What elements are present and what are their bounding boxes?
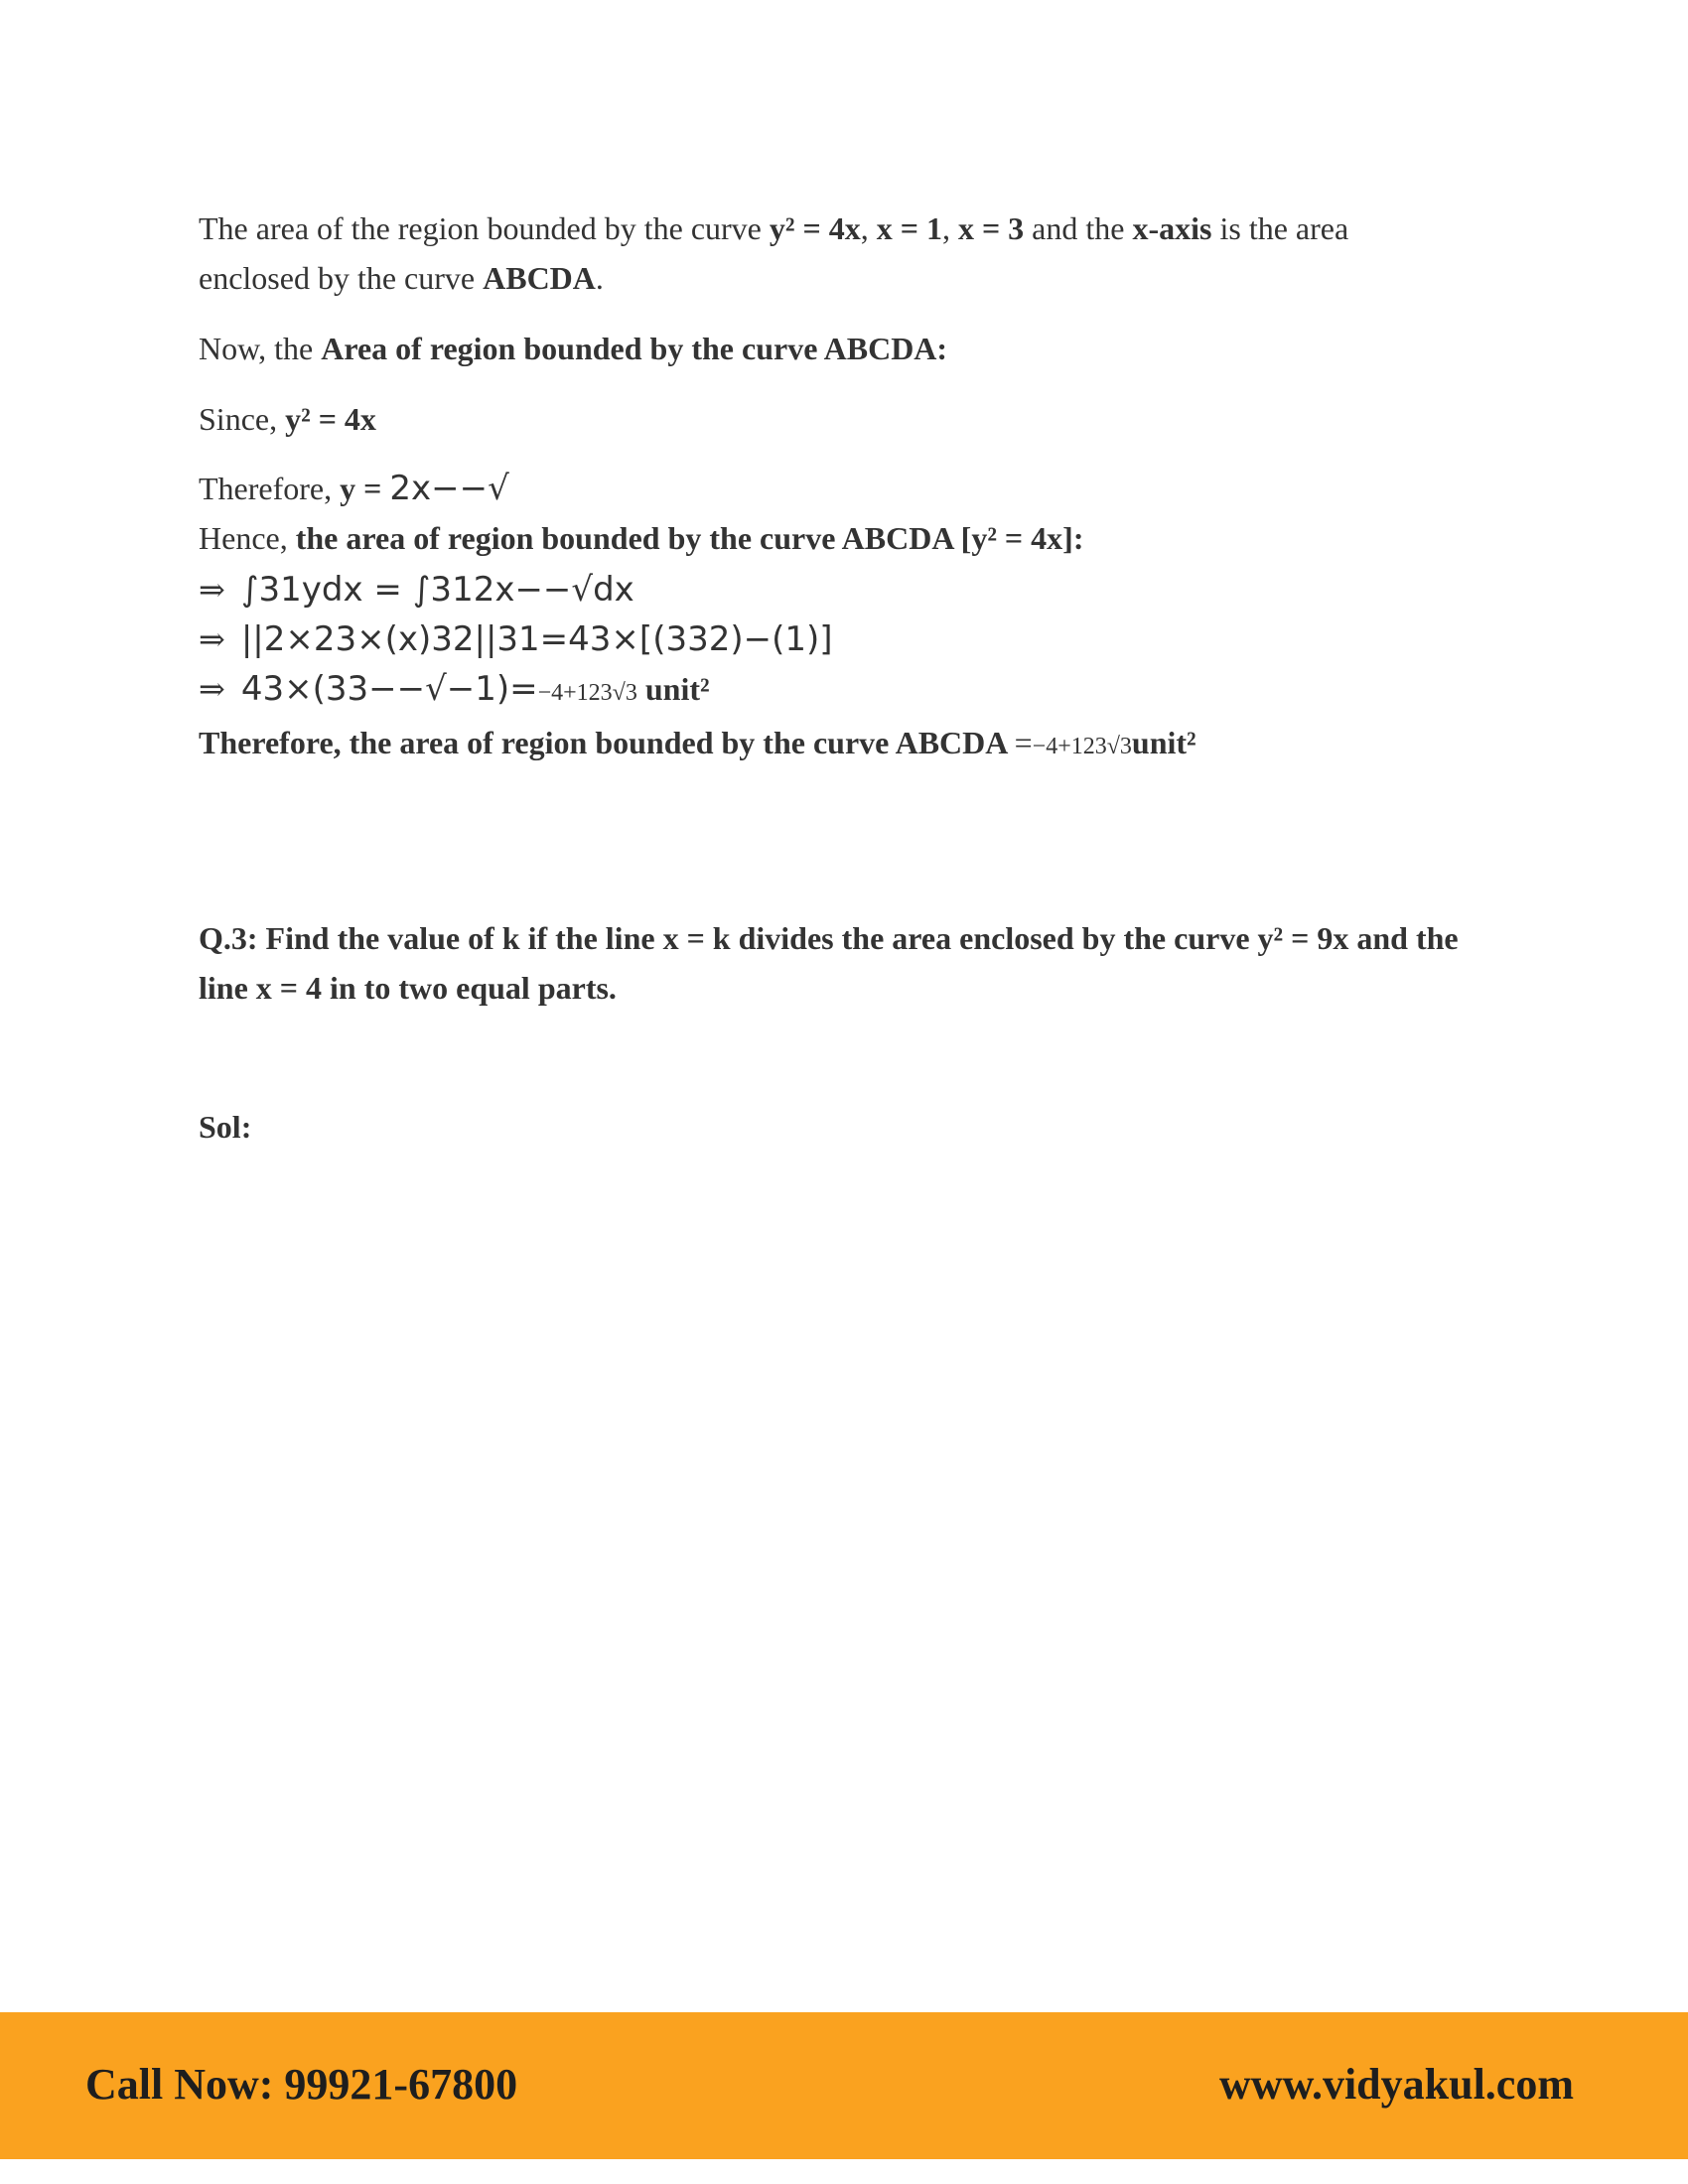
equation: y² = 4x	[285, 401, 376, 437]
solution-label	[199, 1102, 1489, 1152]
question-3	[199, 913, 1489, 1013]
text: .	[595, 260, 604, 296]
implies-arrow: ⇒	[199, 671, 225, 707]
curve-name: ABCDA	[483, 260, 596, 296]
conclusion-text: Therefore, the area of region bounded by the curve ABCDA	[199, 725, 1015, 760]
paragraph-now	[199, 324, 1489, 373]
equation-line-1	[199, 565, 1489, 614]
text: Now, the	[199, 331, 322, 366]
result-expression: 43×(33−−√−1)=	[240, 669, 538, 709]
unit-label: unit²	[636, 671, 710, 707]
text: Hence,	[199, 520, 296, 556]
integral-expression: ∫31ydx = ∫312x−−√dx	[240, 570, 634, 610]
text: is the area enclosed by the curve	[199, 210, 1349, 296]
call-now-text: Call Now: 99921-67800	[85, 2060, 518, 2109]
evaluation-expression: ||2×23×(x)32||31=43×[(332)−(1)]	[240, 619, 833, 659]
paragraph-hence	[199, 513, 1489, 563]
equation-x1: x = 1	[876, 210, 942, 246]
equation-line-3	[199, 664, 1489, 718]
sqrt-expression: 2x−−√	[389, 469, 509, 508]
equation-curve: y² = 4x	[769, 210, 861, 246]
implies-arrow: ⇒	[199, 621, 225, 657]
text: The area of the region bounded by the curve	[199, 210, 770, 246]
sol-text: Sol:	[199, 1109, 252, 1145]
equation-lhs: y =	[340, 471, 390, 506]
implies-arrow: ⇒	[199, 572, 225, 608]
text: ,	[860, 210, 877, 246]
unit-label: unit²	[1131, 725, 1196, 760]
website-link[interactable]: www.vidyakul.com	[1219, 2060, 1574, 2109]
result-value: −4+123√3	[537, 680, 637, 706]
paragraph-since	[199, 394, 1489, 444]
equation-x3: x = 3	[957, 210, 1025, 246]
question-text: Q.3: Find the value of k if the line x = k divides the area enclosed by the curve y² = 9x and the line x = 4 in to two equal parts.	[199, 920, 1459, 1006]
footer-bar	[0, 2012, 1688, 2159]
paragraph-therefore	[199, 464, 1489, 513]
heading-area: Area of region bounded by the curve ABCDA:	[321, 331, 948, 366]
text: Since,	[199, 401, 286, 437]
document-body	[199, 204, 1489, 1152]
text: Therefore,	[199, 471, 341, 506]
heading-hence: the area of region bounded by the curve ABCDA [y² = 4x]:	[295, 520, 1084, 556]
text: and the	[1024, 210, 1133, 246]
x-axis-term: x-axis	[1132, 210, 1212, 246]
paragraph-area-intro	[199, 204, 1450, 303]
equals-sign: =	[1014, 725, 1033, 760]
text: ,	[941, 210, 958, 246]
paragraph-conclusion	[199, 718, 1489, 771]
result-value: −4+123√3	[1032, 734, 1132, 759]
equation-line-2	[199, 614, 1489, 664]
